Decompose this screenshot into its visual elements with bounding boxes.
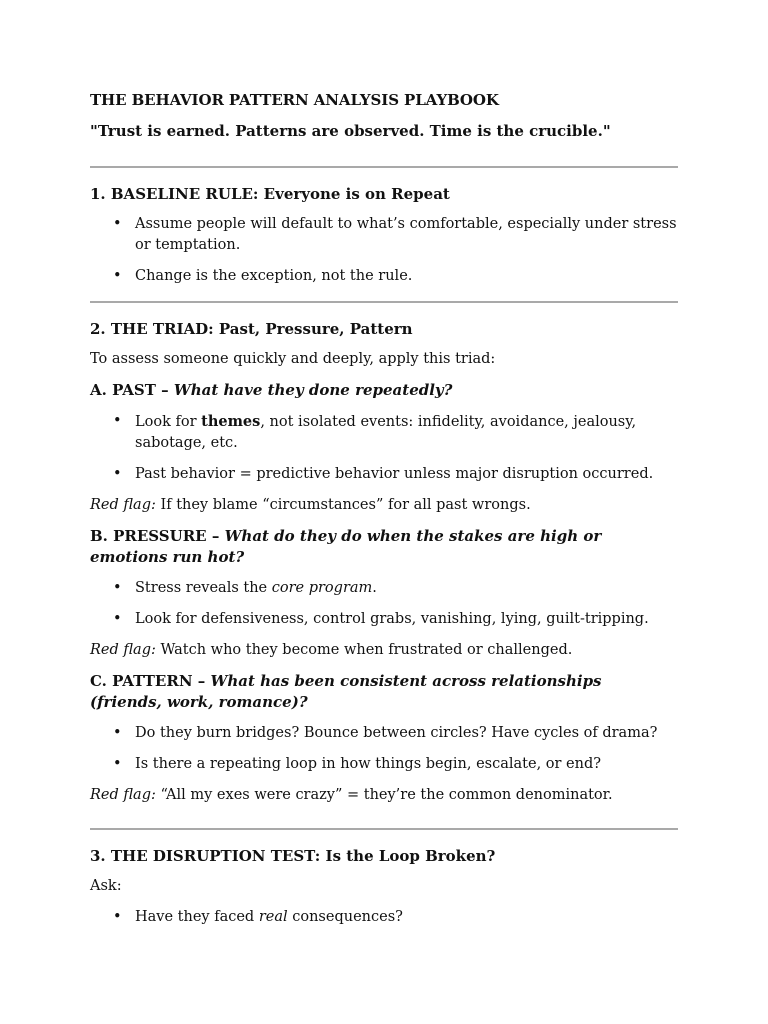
- bullet-icon: •: [113, 580, 122, 596]
- list-item-text: Look for themes, not isolated events: infidelity, avoidance, jealousy, sabotage, etc.: [135, 413, 637, 451]
- bullet-icon: •: [113, 413, 122, 429]
- emphasis-real: real: [258, 909, 288, 925]
- section-heading-triad: 2. THE TRIAD: Past, Pressure, Pattern: [90, 320, 413, 338]
- pattern-list: [90, 723, 678, 775]
- list-item: [90, 266, 678, 287]
- subheading-pattern: [90, 671, 678, 713]
- bullet-icon: •: [113, 756, 122, 772]
- list-item: [90, 723, 678, 744]
- red-flag-label: Red flag:: [90, 642, 156, 658]
- red-flag-past: [90, 495, 678, 516]
- red-flag-label: Red flag:: [90, 497, 156, 513]
- pressure-list: [90, 578, 678, 630]
- subheading-past: [90, 380, 678, 401]
- list-item-text: Do they burn bridges? Bounce between circles? Have cycles of drama?: [135, 725, 658, 741]
- red-flag-text: “All my exes were crazy” = they’re the common denominator.: [155, 787, 613, 803]
- disruption-list: [90, 907, 678, 928]
- bullet-icon: •: [113, 725, 122, 741]
- list-item-text: Is there a repeating loop in how things begin, escalate, or end?: [135, 756, 602, 772]
- emphasis-core-program: core program: [271, 580, 373, 596]
- disruption-intro: Ask:: [90, 878, 122, 894]
- subheading-question: What do they do when the stakes are high or emotions run hot?: [90, 527, 602, 566]
- list-item-text: Look for defensiveness, control grabs, vanishing, lying, guilt-tripping.: [135, 611, 649, 627]
- triad-intro: To assess someone quickly and deeply, apply this triad:: [90, 351, 496, 367]
- emphasis-themes: themes: [201, 413, 261, 430]
- document-quote: "Trust is earned. Patterns are observed. Time is the crucible.": [90, 122, 611, 140]
- list-item: [90, 907, 678, 928]
- bullet-icon: •: [113, 268, 122, 284]
- bullet-icon: •: [113, 216, 122, 232]
- list-item: [90, 214, 678, 256]
- list-item-text: Have they faced real consequences?: [135, 909, 403, 925]
- list-item-text: Assume people will default to what’s comfortable, especially under stress or temptation.: [135, 216, 677, 253]
- list-item: [90, 578, 678, 599]
- past-list: [90, 411, 678, 485]
- subheading-question: What has been consistent across relationships (friends, work, romance)?: [90, 672, 602, 711]
- subheading-pressure: [90, 526, 678, 568]
- red-flag-pattern: [90, 785, 678, 806]
- subheading-label: A. PAST –: [90, 381, 174, 399]
- section-heading-disruption-test: 3. THE DISRUPTION TEST: Is the Loop Broken?: [90, 847, 496, 865]
- divider: [90, 828, 678, 830]
- baseline-rule-list: [90, 214, 678, 287]
- red-flag-pressure: [90, 640, 678, 661]
- list-item: [90, 464, 678, 485]
- subheading-label: C. PATTERN –: [90, 672, 211, 690]
- bullet-icon: •: [113, 466, 122, 482]
- divider: [90, 301, 678, 303]
- list-item-text: Stress reveals the core program.: [135, 580, 377, 596]
- subheading-question: What have they done repeatedly?: [173, 381, 453, 399]
- bullet-icon: •: [113, 611, 122, 627]
- list-item: [90, 609, 678, 630]
- divider: [90, 166, 678, 168]
- section-heading-baseline-rule: 1. BASELINE RULE: Everyone is on Repeat: [90, 185, 450, 203]
- list-item-text: Change is the exception, not the rule.: [135, 268, 413, 284]
- bullet-icon: •: [113, 909, 122, 925]
- list-item-text: Past behavior = predictive behavior unless major disruption occurred.: [135, 466, 654, 482]
- red-flag-text: Watch who they become when frustrated or challenged.: [155, 642, 573, 658]
- subheading-label: B. PRESSURE –: [90, 527, 225, 545]
- list-item: [90, 754, 678, 775]
- red-flag-text: If they blame “circumstances” for all past wrongs.: [155, 497, 531, 513]
- red-flag-label: Red flag:: [90, 787, 156, 803]
- list-item: [90, 411, 678, 454]
- document-title: THE BEHAVIOR PATTERN ANALYSIS PLAYBOOK: [90, 91, 499, 109]
